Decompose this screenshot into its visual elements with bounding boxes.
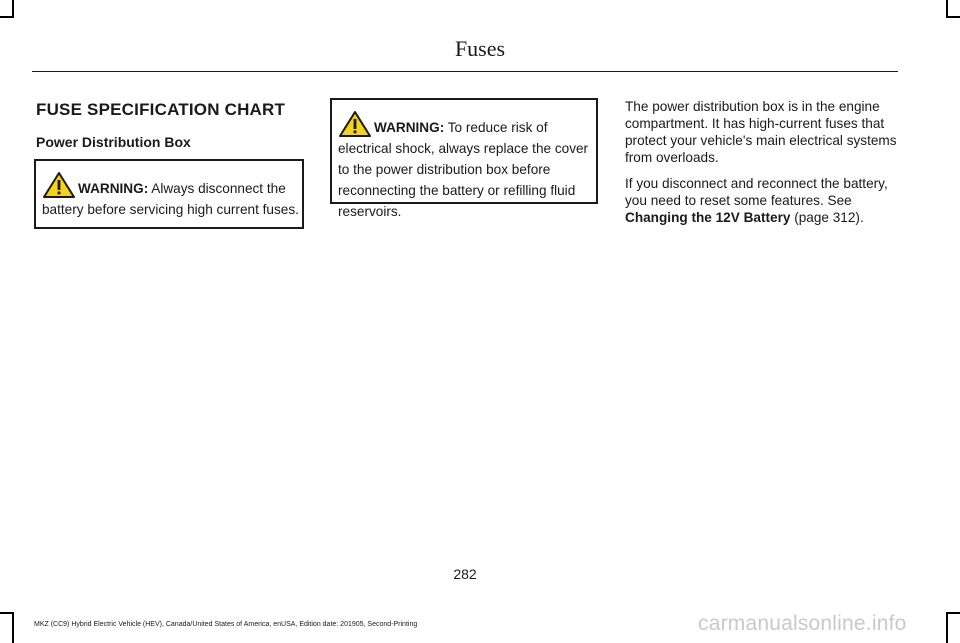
header-divider <box>32 71 898 72</box>
page-header-title: Fuses <box>454 36 506 61</box>
crop-mark <box>946 612 960 614</box>
crop-mark <box>0 16 14 18</box>
warning-box-cover <box>330 98 598 219</box>
warning-triangle-icon <box>338 110 372 138</box>
body-column <box>625 98 901 235</box>
watermark: carmanualsonline.info <box>698 612 907 635</box>
page-reference: (page 312). <box>790 210 864 225</box>
footer-edition-text: MKZ (CC9) Hybrid Electric Vehicle (HEV), Canada/United States of America, enUSA, Edition date: 201905, Second-Printing <box>34 621 418 628</box>
subheading: Power Distribution Box <box>36 134 191 150</box>
paragraph-location: The power distribution box is in the engine compartment. It has high-current fuses that protect your vehicle's main electrical systems from overloads. <box>625 99 897 165</box>
page-number: 282 <box>453 566 477 582</box>
warning-label: WARNING: <box>374 120 445 135</box>
crop-mark <box>946 612 948 643</box>
warning-triangle-icon <box>42 171 76 199</box>
cross-reference-link[interactable]: Changing the 12V Battery <box>625 210 791 225</box>
crop-mark <box>0 612 14 614</box>
paragraph-reset <box>625 175 901 226</box>
warning-label: WARNING: <box>78 181 149 196</box>
paragraph-reset-text: If you disconnect and reconnect the battery, you need to reset some features. See <box>625 176 888 208</box>
crop-mark <box>946 16 960 18</box>
warning-text: To reduce risk of electrical shock, always replace the cover to the power distribution box before reconnecting the battery or refilling fluid reservoirs. <box>338 120 589 219</box>
crop-mark <box>12 612 14 643</box>
warning-text: Always disconnect the battery before servicing high current fuses. <box>42 181 299 217</box>
warning-box-battery <box>34 159 304 229</box>
section-title: FUSE SPECIFICATION CHART <box>36 100 286 119</box>
